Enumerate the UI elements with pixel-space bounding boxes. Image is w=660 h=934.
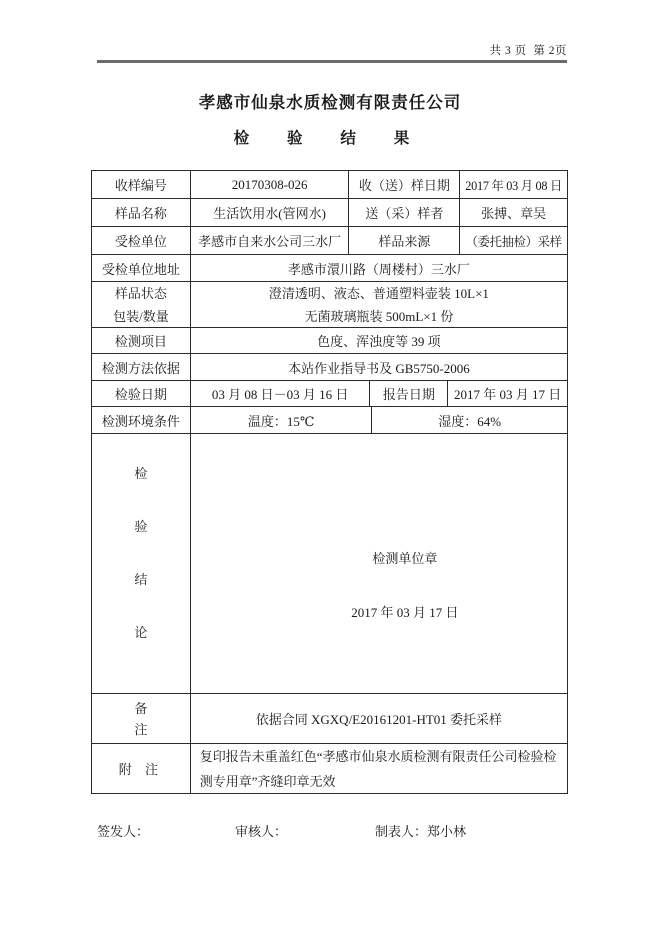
reviewer-label: 审核人： xyxy=(235,824,288,839)
sample-state-value-line1: 澄清透明、液态、普通塑料壶装 10L×1 xyxy=(268,285,489,301)
table-row-sample-no xyxy=(92,171,568,199)
conclusion-label-char4: 论 xyxy=(134,625,148,640)
sample-state-label-line2: 包装/数量 xyxy=(113,308,169,324)
table-row-unit-address xyxy=(92,255,568,282)
note-label: 附 注 xyxy=(92,744,191,794)
note-text: 复印报告未重盖红色“孝感市仙泉水质检测有限责任公司检验检测专用章”齐缝印章无效 xyxy=(199,748,557,789)
sample-source-value: （委托抽检）采样 xyxy=(460,227,568,255)
table-row-environment xyxy=(92,407,568,434)
conclusion-label xyxy=(92,434,191,694)
conclusion-label-char3: 结 xyxy=(134,572,148,587)
header-divider xyxy=(97,60,567,63)
sample-name-label: 样品名称 xyxy=(92,199,191,227)
remark-label-char2: 注 xyxy=(134,721,148,737)
sample-state-label xyxy=(92,282,191,328)
conclusion-date: 2017 年 03 月 17 日 xyxy=(351,605,459,620)
inspected-unit-label: 受检单位 xyxy=(92,227,191,255)
sample-no-label: 收样编号 xyxy=(92,171,191,199)
remark-label-char1: 备 xyxy=(134,700,148,716)
table-row-test-items xyxy=(92,328,568,354)
method-basis-value: 本站作业指导书及 GB5750-2006 xyxy=(191,354,568,381)
test-date-value: 03 月 08 日－03 月 16 日 xyxy=(191,381,371,407)
table-row-method-basis xyxy=(92,354,568,381)
method-basis-label: 检测方法依据 xyxy=(92,354,191,381)
sample-state-label-line1: 样品状态 xyxy=(114,285,167,301)
document-title: 检 验 结 果 xyxy=(233,130,427,147)
sample-name-value: 生活饮用水(管网水) xyxy=(191,199,350,227)
sample-source-label: 样品来源 xyxy=(349,227,460,255)
conclusion-label-char1: 检 xyxy=(134,466,148,481)
note-value xyxy=(191,744,568,794)
issuer-label: 签发人： xyxy=(97,824,150,839)
conclusion-body xyxy=(191,434,568,694)
sample-state-value-line2: 无菌玻璃瓶装 500mL×1 份 xyxy=(304,308,454,324)
table-row-note xyxy=(92,744,568,794)
receive-date-value: 2017 年 03 月 08 日 xyxy=(460,171,568,199)
table-row-test-date xyxy=(92,381,568,407)
company-name: 孝感市仙泉水质检测有限责任公司 xyxy=(198,93,462,112)
temperature-value: 温度：15℃ xyxy=(191,407,373,434)
report-date-label: 报告日期 xyxy=(370,381,448,407)
maker-name: 郑小林 xyxy=(427,824,467,839)
conclusion-label-char2: 验 xyxy=(134,519,148,534)
table-row-sample-name xyxy=(92,199,568,227)
report-date-value: 2017 年 03 月 17 日 xyxy=(448,381,568,407)
table-row-conclusion xyxy=(92,434,568,694)
page-number: 共 3 页 第 2页 xyxy=(489,45,567,57)
remark-label xyxy=(92,694,191,744)
test-items-label: 检测项目 xyxy=(92,328,191,354)
table-row-inspected-unit xyxy=(92,227,568,255)
maker-label: 制表人： xyxy=(375,824,428,839)
unit-address-value: 孝感市澴川路（周楼村）三水厂 xyxy=(191,255,568,282)
receive-date-label: 收（送）样日期 xyxy=(349,171,460,199)
test-items-value: 色度、浑浊度等 39 项 xyxy=(191,328,568,354)
test-date-label: 检验日期 xyxy=(92,381,191,407)
sampler-value: 张搏、章吴 xyxy=(460,199,568,227)
inspected-unit-value: 孝感市自来水公司三水厂 xyxy=(191,227,350,255)
humidity-value: 湿度：64% xyxy=(372,407,568,434)
table-row-sample-state xyxy=(92,282,568,328)
unit-address-label: 受检单位地址 xyxy=(92,255,191,282)
environment-label: 检测环境条件 xyxy=(92,407,191,434)
sampler-label: 送（采）样者 xyxy=(349,199,460,227)
result-table xyxy=(91,170,568,794)
seal-placeholder-text: 检测单位章 xyxy=(372,551,438,566)
remark-value: 依据合同 XGXQ/E20161201-HT01 委托采样 xyxy=(191,694,568,744)
signature-row xyxy=(97,821,466,840)
sample-no-value: 20170308-026 xyxy=(191,171,350,199)
sample-state-value xyxy=(191,282,568,328)
table-row-remark xyxy=(92,694,568,744)
maker-field xyxy=(375,821,466,840)
